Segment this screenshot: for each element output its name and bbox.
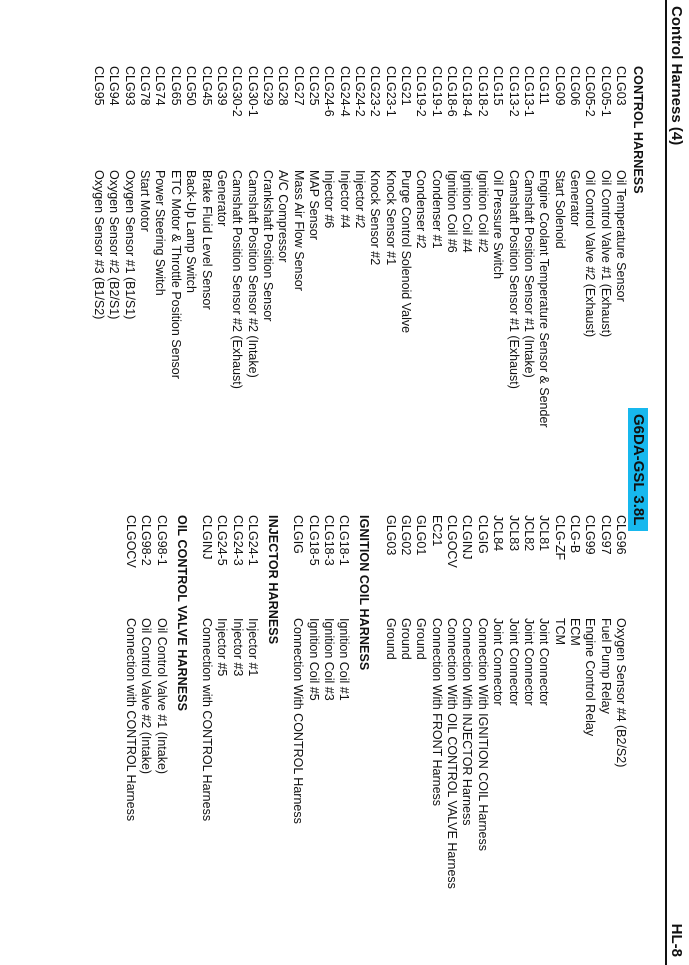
connector-description: Condenser #1 [429, 170, 444, 249]
connector-code: CLG25 [307, 66, 321, 106]
connector-code: CLG05-1 [598, 66, 613, 117]
connector-code: GLG02 [399, 515, 414, 556]
connector-code: CLG50 [184, 66, 199, 106]
connector-code: CLG29 [260, 66, 275, 106]
connector-description: Oil Temperature Sensor [614, 170, 628, 302]
connector-code: CLG18-4 [460, 66, 475, 117]
connector-description: Camshaft Position Sensor #1 (Exhaust) [506, 170, 521, 389]
connector-code: CLG18-2 [475, 66, 490, 117]
section-heading-ignition-coil-harness: IGNITION COIL HARNESS [357, 515, 372, 671]
connector-code: CLG23-2 [368, 66, 383, 117]
connector-description: Start Solenoid [552, 170, 567, 249]
connector-code: CLG19-2 [414, 66, 429, 117]
connector-code: CLG23-1 [383, 66, 398, 117]
connector-code: CLG39 [214, 66, 229, 106]
connector-code: CLG95 [92, 66, 107, 106]
connector-description: Oil Control Valve #2 (Intake) [139, 618, 154, 775]
connector-code: CLG45 [199, 66, 214, 106]
connector-description: Oxygen Sensor #2 (B2/S1) [107, 170, 122, 320]
header-divider [665, 0, 667, 965]
connector-code: CLG99 [583, 515, 598, 555]
connector-code: CLG13-1 [521, 66, 536, 117]
connector-code: CLG11 [537, 66, 552, 105]
connector-description: Purge Control Solenoid Valve [399, 170, 414, 334]
connector-code: CLG18-3 [322, 515, 337, 566]
connector-description: Engine Coolant Temperature Sensor & Sender [537, 170, 552, 428]
connector-code: JCL83 [506, 515, 521, 552]
connector-description: Injector #2 [353, 170, 368, 229]
connector-code: CLGIG [475, 515, 490, 554]
connector-description: Ignition Coil #1 [337, 618, 352, 701]
connector-code: CLG30-2 [230, 66, 245, 117]
connector-description: Crankshaft Position Sensor [260, 170, 275, 322]
connector-code: JCL82 [521, 515, 536, 552]
connector-code: CLG27 [291, 66, 306, 106]
connector-code: CLG24-5 [215, 515, 230, 566]
connector-description: Injector #3 [230, 618, 245, 677]
connector-description: Connection With CONTROL Harness [291, 618, 306, 824]
connector-description: Connection with CONTROL Harness [199, 618, 214, 822]
page-title: Control Harness (4) [668, 6, 685, 146]
connector-description: Power Steering Switch [153, 170, 168, 296]
connector-code: GLG01 [414, 515, 429, 556]
section-heading-oil-control-valve-harness: OIL CONTROL VALVE HARNESS [174, 515, 189, 712]
connector-code: CLGINJ [199, 515, 214, 560]
connector-code: CLG78 [138, 66, 153, 106]
connector-description: Generator [567, 170, 582, 227]
section-heading-injector-harness: INJECTOR HARNESS [266, 515, 280, 645]
connector-description: ECM [567, 618, 582, 646]
connector-code: CLG21 [399, 66, 414, 106]
connector-description: Ignition Coil #6 [445, 170, 460, 253]
connector-code: CLG-ZF [552, 515, 567, 561]
connector-description: Condenser #2 [414, 170, 429, 249]
connector-description: Ignition Coil #4 [460, 170, 475, 253]
connector-description: Joint Connector [506, 618, 521, 706]
connector-code: CLG30-1 [245, 66, 260, 117]
connector-description: Oil Control Valve #1 (Intake) [154, 618, 169, 775]
connector-description: Oil Control Valve #2 (Exhaust) [583, 170, 598, 338]
connector-description: Back-Up Lamp Switch [184, 170, 199, 293]
connector-description: A/C Compressor [276, 170, 291, 263]
connector-code: CLG24-3 [230, 515, 245, 566]
connector-description: Knock Sensor #2 [368, 170, 383, 266]
connector-code: CLG28 [276, 66, 291, 106]
connector-description: Injector #1 [246, 618, 260, 677]
connector-description: Injector #5 [215, 618, 230, 677]
connector-description: Engine Control Relay [583, 618, 598, 737]
connector-description: Connection With FRONT Harness [429, 618, 444, 807]
connector-description: Brake Fluid Level Sensor [199, 170, 214, 310]
connector-code: EC21 [429, 515, 444, 547]
connector-code: CLG09 [552, 66, 567, 106]
connector-description: Injector #4 [337, 170, 352, 229]
connector-code: JCL81 [537, 515, 552, 552]
connector-description: TCM [552, 618, 567, 646]
connector-code: GLG03 [383, 515, 398, 556]
connector-code: CLG24-4 [337, 66, 352, 117]
connector-code: CLG18-5 [306, 515, 321, 566]
connector-code: CLG24-1 [246, 515, 260, 566]
connector-description: Injector #6 [322, 170, 337, 229]
connector-description: Generator [214, 170, 229, 227]
connector-description: Ground [399, 618, 414, 660]
connector-description: Oxygen Sensor #3 (B1/S2) [92, 170, 107, 320]
connector-code: CLG05-2 [583, 66, 598, 117]
connector-code: CLG24-6 [322, 66, 337, 117]
connector-description: Ground [383, 618, 398, 660]
connector-description: Joint Connector [491, 618, 506, 706]
connector-description: Connection with CONTROL Harness [123, 618, 138, 822]
connector-description: Oxygen Sensor #1 (B1/S1) [122, 170, 137, 320]
connector-code: CLGOCV [123, 515, 138, 568]
connector-code: CLG96 [614, 515, 628, 555]
connector-description: Ground [414, 618, 429, 660]
connector-description: Connection With OIL CONTROL VALVE Harness [445, 618, 460, 889]
connector-code: CLGIG [291, 515, 306, 554]
connector-description: Ignition Coil #5 [306, 618, 321, 701]
connector-description: Mass Air Flow Sensor [291, 170, 306, 291]
connector-code: CLG13-2 [506, 66, 521, 117]
connector-description: Oil Pressure Switch [491, 170, 506, 280]
connector-description: Connection With IGNITION COIL Harness [475, 618, 490, 851]
connector-description: Camshaft Position Sensor #2 (Exhaust) [230, 170, 245, 389]
connector-description: Connection With INJECTOR Harness [460, 618, 475, 826]
engine-model-badge: G6DA-GSL 3.8L [628, 408, 648, 531]
connector-description: Fuel Pump Relay [598, 618, 613, 714]
connector-code: CLG-B [567, 515, 582, 554]
connector-description: Camshaft Position Sensor #2 (Intake) [245, 170, 260, 378]
connector-code: CLG93 [122, 66, 137, 106]
connector-code: CLGINJ [460, 515, 475, 560]
connector-description: Oil Control Valve #1 (Exhaust) [598, 170, 613, 338]
connector-code: CLG97 [598, 515, 613, 555]
connector-description: ETC Motor & Throttle Position Sensor [168, 170, 183, 379]
connector-code: CLG15 [491, 66, 506, 106]
connector-description: Camshaft Position Sensor #1 (Intake) [521, 170, 536, 378]
connector-description: Knock Sensor #1 [383, 170, 398, 266]
connector-description: Start Motor [138, 170, 153, 232]
connector-description: Joint Connector [537, 618, 552, 706]
connector-code: CLG24-2 [353, 66, 368, 117]
connector-code: CLGOCV [445, 515, 460, 568]
connector-code: CLG65 [168, 66, 183, 106]
connector-code: CLG03 [614, 66, 628, 106]
connector-code: CLG19-1 [429, 66, 444, 117]
connector-description: Ignition Coil #3 [322, 618, 337, 701]
connector-code: CLG98-2 [139, 515, 154, 566]
page-number: HL-8 [668, 923, 685, 957]
section-heading-control-harness: CONTROL HARNESS [631, 66, 645, 194]
connector-code: CLG74 [153, 66, 168, 106]
connector-code: CLG98-1 [154, 515, 169, 566]
connector-description: Oxygen Sensor #4 (B2/S2) [614, 618, 628, 768]
connector-description: MAP Sensor [307, 170, 321, 240]
connector-description: Joint Connector [521, 618, 536, 706]
connector-code: CLG94 [107, 66, 122, 106]
connector-description: Ignition Coil #2 [475, 170, 490, 253]
connector-code: CLG06 [567, 66, 582, 106]
connector-code: CLG18-6 [445, 66, 460, 117]
connector-code: JCL84 [491, 515, 506, 552]
connector-code: CLG18-1 [337, 515, 352, 566]
